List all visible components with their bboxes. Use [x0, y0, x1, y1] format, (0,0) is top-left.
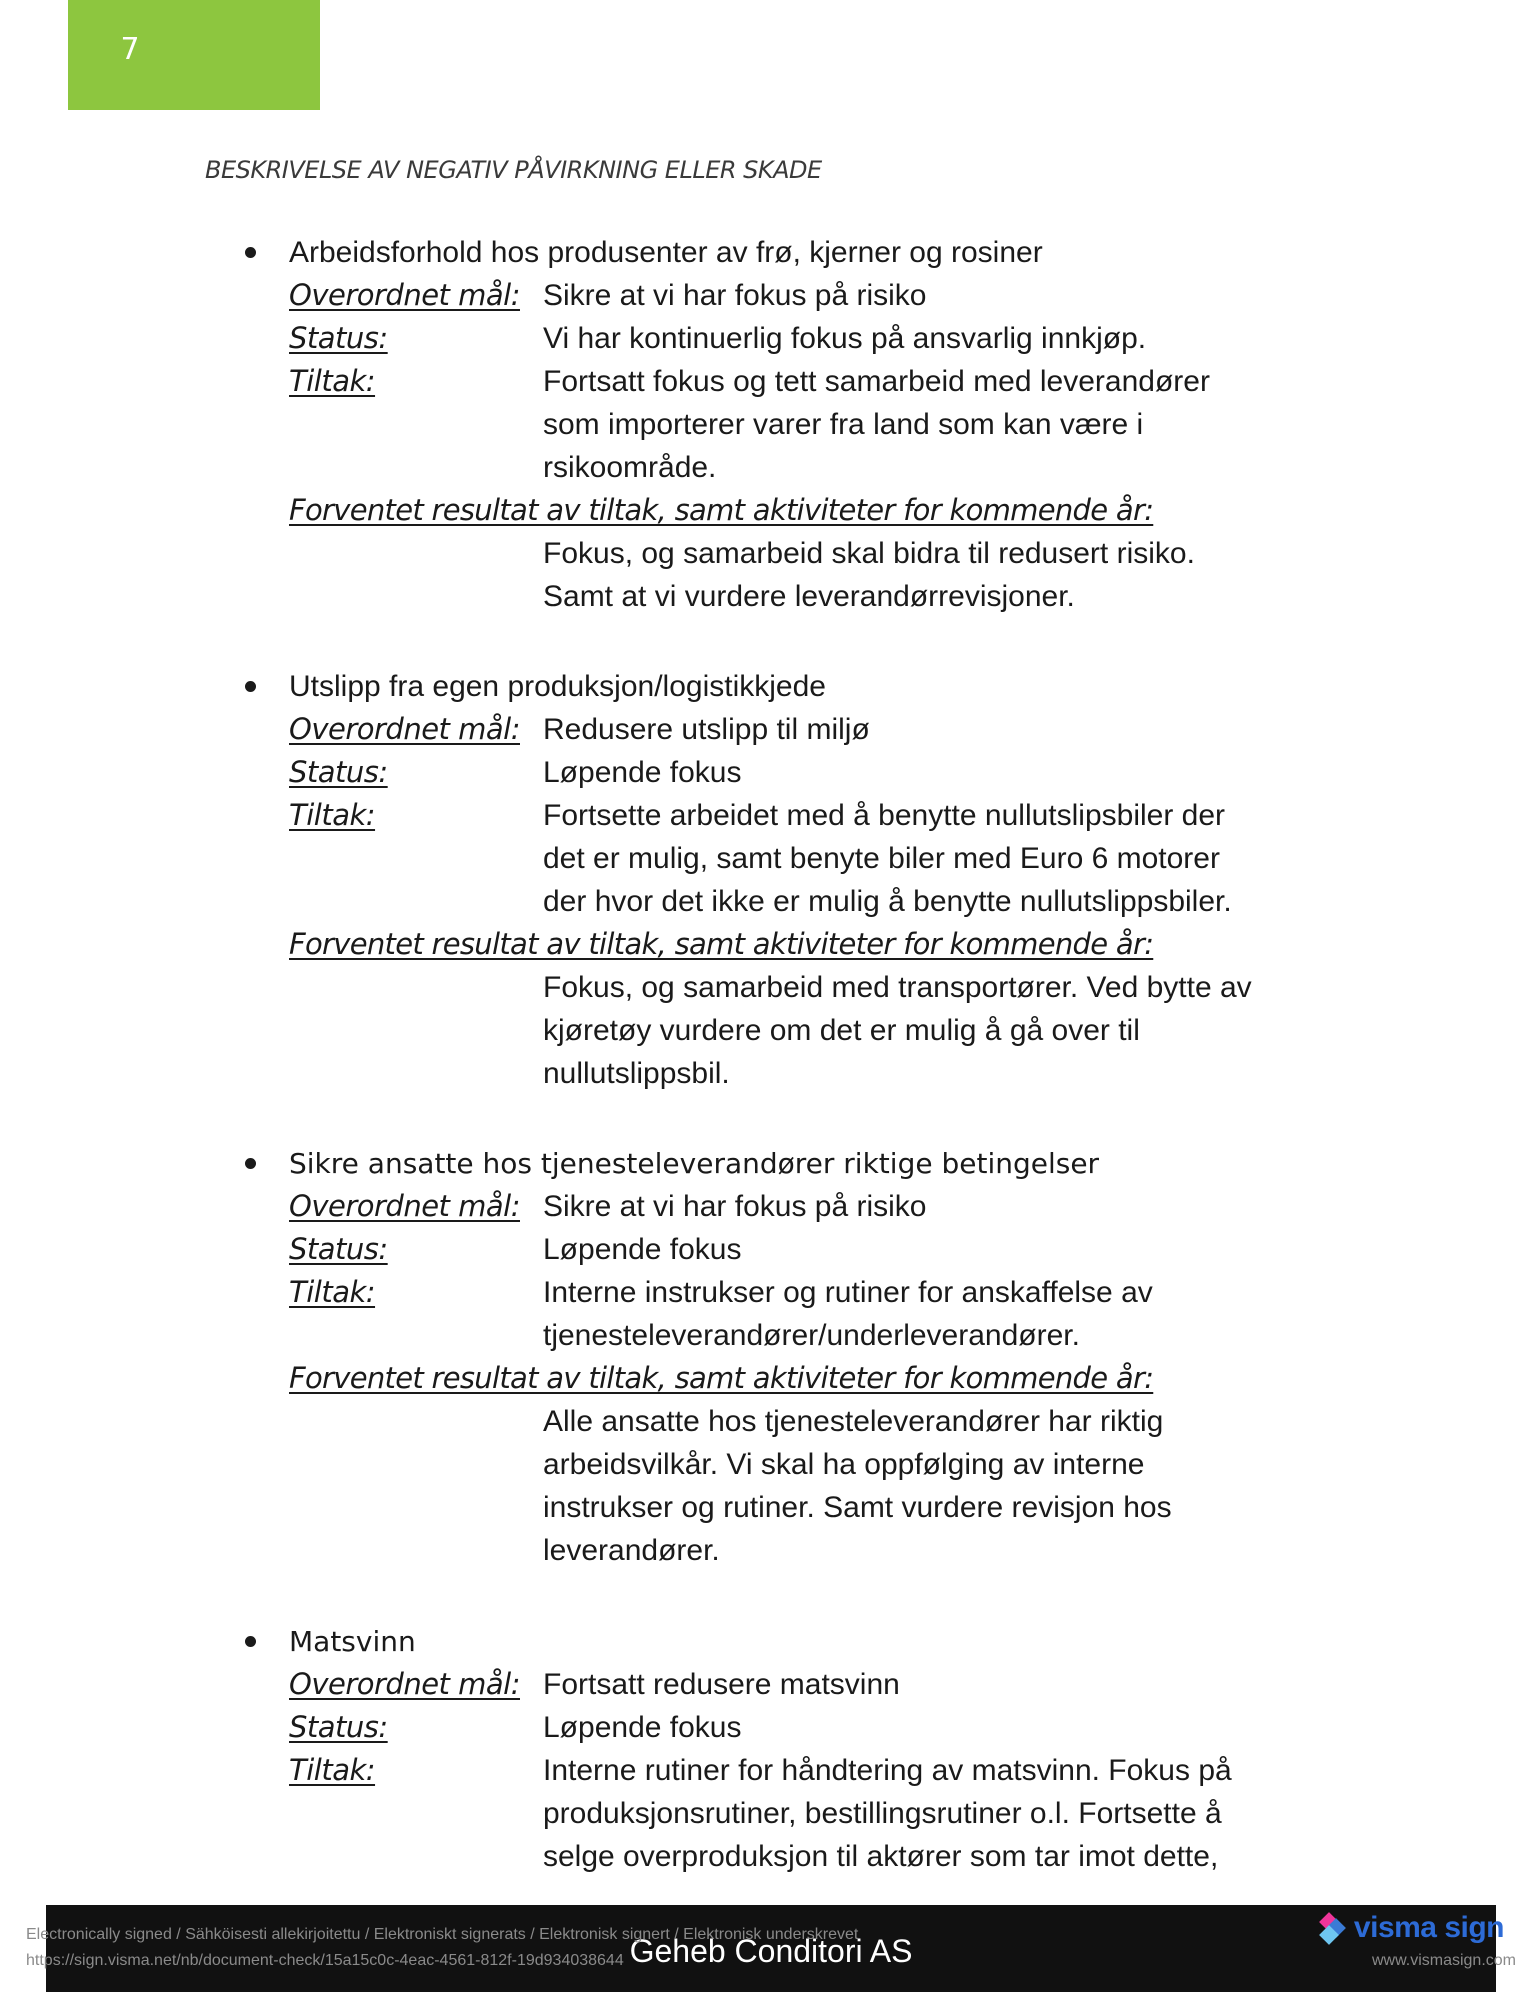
footer-company-name: Geheb Conditori AS — [629, 1933, 913, 1969]
action-label: Tiltak: — [289, 1275, 376, 1309]
expected-value: Fokus, og samarbeid med transportører. Ved bytte av kjøretøy vurdere om det er mulig å gå over til nullutslippsbil. — [543, 971, 1252, 1090]
action-value: Fortsette arbeidet med å benytte nullutslipsbiler der det er mulig, samt benyte biler med Euro 6 motorer der hvor det ikke er mulig å benytte nullutslippsbiler. — [543, 799, 1232, 918]
visma-logo-text: visma sign — [1353, 1911, 1504, 1944]
page-number: 7 — [120, 32, 140, 67]
bullet-icon — [245, 247, 256, 258]
expected-value: Fokus, og samarbeid skal bidra til redusert risiko. Samt at vi vurdere leverandørrevisjoner. — [543, 537, 1195, 613]
goal-value: Redusere utslipp til miljø — [543, 713, 870, 746]
status-value: Løpende fokus — [543, 1711, 742, 1744]
action-label: Tiltak: — [289, 1753, 376, 1787]
action-value: Fortsatt fokus og tett samarbeid med leverandører som importerer varer fra land som kan være i rsikoområde. — [543, 365, 1210, 484]
goal-label: Overordnet mål: — [289, 1189, 520, 1223]
status-value: Løpende fokus — [543, 1233, 742, 1266]
action-label: Tiltak: — [289, 798, 376, 832]
section-heading: BESKRIVELSE AV NEGATIV PÅVIRKNING ELLER SKADE — [205, 156, 822, 184]
status-label: Status: — [289, 1710, 388, 1744]
item-title: Utslipp fra egen produksjon/logistikkjede — [289, 670, 826, 703]
goal-label: Overordnet mål: — [289, 712, 520, 746]
goal-value: Sikre at vi har fokus på risiko — [543, 279, 927, 312]
goal-label: Overordnet mål: — [289, 1667, 520, 1701]
bullet-icon — [245, 1636, 256, 1647]
goal-value: Sikre at vi har fokus på risiko — [543, 1190, 927, 1223]
visma-logo-icon — [1320, 1913, 1348, 1943]
item-title: Sikre ansatte hos tjenesteleverandører riktige betingelser — [289, 1147, 1100, 1180]
action-value: Interne instrukser og rutiner for anskaffelse av tjenesteleverandører/underleverandører. — [543, 1276, 1153, 1352]
status-value: Løpende fokus — [543, 756, 742, 789]
document-check-link[interactable]: https://sign.visma.net/nb/document-check/15a15c0c-4eac-4561-812f-19d934038644 — [26, 1952, 624, 1969]
action-label: Tiltak: — [289, 364, 376, 398]
bullet-icon — [245, 1158, 256, 1169]
expected-label: Forventet resultat av tiltak, samt aktiviteter for kommende år: — [289, 493, 1154, 527]
signature-footer — [46, 1905, 1496, 1992]
goal-value: Fortsatt redusere matsvinn — [543, 1668, 900, 1701]
expected-label: Forventet resultat av tiltak, samt aktiviteter for kommende år: — [289, 927, 1154, 961]
visma-sign-logo — [1320, 1910, 1504, 1946]
item-title: Matsvinn — [289, 1625, 416, 1658]
item-title: Arbeidsforhold hos produsenter av frø, kjerner og rosiner — [289, 236, 1043, 269]
signed-notice: Electronically signed / Sähköisesti allekirjoitettu / Elektroniskt signerats / Elektronisk signert / Elektronisk underskrevet — [26, 1926, 859, 1943]
expected-value: Alle ansatte hos tjenesteleverandører har riktig arbeidsvilkår. Vi skal ha oppfølging av interne instrukser og rutiner. Samt vurdere revisjon hos leverandører. — [543, 1405, 1172, 1567]
status-label: Status: — [289, 755, 388, 789]
visma-site-link[interactable]: www.vismasign.com — [1371, 1952, 1516, 1969]
expected-label: Forventet resultat av tiltak, samt aktiviteter for kommende år: — [289, 1361, 1154, 1395]
status-label: Status: — [289, 321, 388, 355]
status-label: Status: — [289, 1232, 388, 1266]
page-number-badge — [68, 0, 320, 110]
action-value: Interne rutiner for håndtering av matsvinn. Fokus på produksjonsrutiner, bestillingsrutiner o.l. Fortsette å selge overproduksjon til aktører som tar imot dette, — [543, 1754, 1232, 1873]
status-value: Vi har kontinuerlig fokus på ansvarlig innkjøp. — [543, 322, 1147, 355]
goal-label: Overordnet mål: — [289, 278, 520, 312]
bullet-icon — [245, 681, 256, 692]
